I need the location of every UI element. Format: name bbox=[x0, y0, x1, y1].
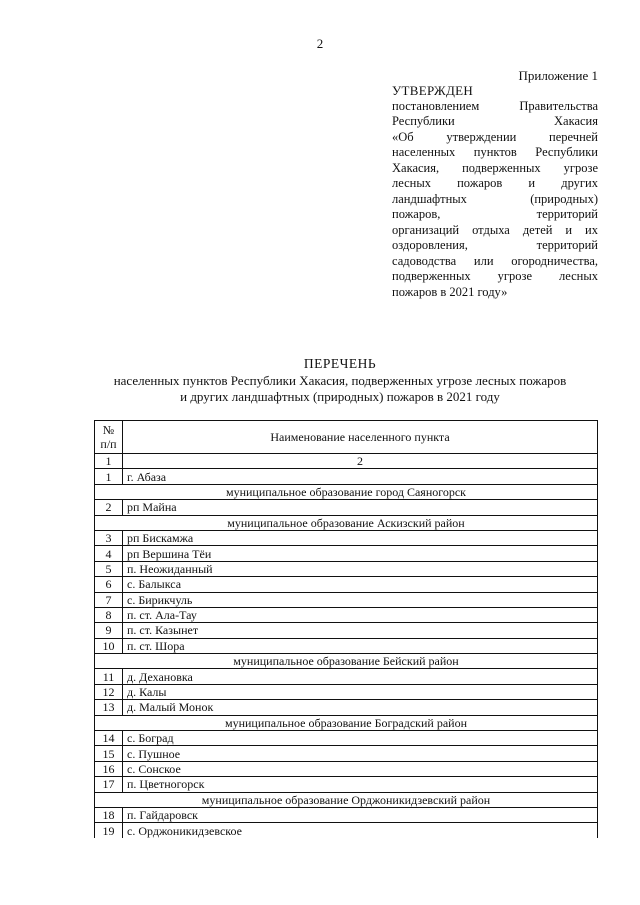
settlement-name: п. Цветногорск bbox=[123, 777, 598, 792]
table-row bbox=[95, 684, 598, 699]
decree-line: постановлением Правительства bbox=[392, 98, 598, 113]
header-number-cell bbox=[95, 421, 123, 454]
approved-heading: УТВЕРЖДЕН bbox=[392, 83, 474, 98]
settlement-name: с. Пушное bbox=[123, 746, 598, 761]
settlement-name: п. Неожиданный bbox=[123, 561, 598, 576]
section-row bbox=[95, 654, 598, 669]
header-number-label: № п/п bbox=[100, 423, 117, 451]
page-number: 2 bbox=[316, 36, 324, 51]
row-number: 4 bbox=[95, 546, 123, 561]
settlement-name: с. Боград bbox=[123, 731, 598, 746]
settlement-name: с. Балыкса bbox=[123, 577, 598, 592]
table-row bbox=[95, 777, 598, 792]
decree-line: оздоровления, территорий bbox=[392, 238, 598, 252]
title-line-1: населенных пунктов Республики Хакасия, подверженных угрозе лесных пожаров bbox=[113, 372, 567, 388]
table-row bbox=[95, 807, 598, 822]
settlement-name: рп Майна bbox=[123, 500, 598, 515]
settlement-name: рп Бискамжа bbox=[123, 530, 598, 545]
row-number: 11 bbox=[95, 669, 123, 684]
table-row bbox=[95, 607, 598, 622]
settlement-name: п. ст. Ала-Тау bbox=[123, 607, 598, 622]
row-number: 16 bbox=[95, 761, 123, 776]
row-number: 7 bbox=[95, 592, 123, 607]
table-row bbox=[95, 577, 598, 592]
decree-line: подверженных угрозе лесных bbox=[392, 269, 598, 283]
settlement-name: д. Малый Монок bbox=[123, 700, 598, 715]
settlements-table bbox=[94, 420, 598, 838]
section-name: муниципальное образование Аскизский район bbox=[95, 515, 598, 530]
table-row bbox=[95, 561, 598, 576]
table-row bbox=[95, 500, 598, 515]
settlement-name: г. Абаза bbox=[123, 469, 598, 484]
row-number: 8 bbox=[95, 607, 123, 622]
column-index-row bbox=[95, 454, 598, 469]
table-row bbox=[95, 638, 598, 653]
header-name-cell: Наименование населенного пункта bbox=[123, 421, 598, 454]
row-number: 19 bbox=[95, 823, 123, 838]
row-number: 3 bbox=[95, 530, 123, 545]
row-number: 9 bbox=[95, 623, 123, 638]
approval-block bbox=[392, 83, 598, 300]
row-number: 6 bbox=[95, 577, 123, 592]
decree-line: ландшафтных (природных) bbox=[392, 191, 598, 206]
settlement-name: с. Бирикчуль bbox=[123, 592, 598, 607]
decree-line: организаций отдыха детей и их bbox=[392, 222, 598, 237]
section-name: муниципальное образование Бейский район bbox=[95, 654, 598, 669]
row-number: 15 bbox=[95, 746, 123, 761]
row-number: 13 bbox=[95, 700, 123, 715]
section-row bbox=[95, 484, 598, 499]
table-row bbox=[95, 761, 598, 776]
settlement-name: рп Вершина Тёи bbox=[123, 546, 598, 561]
row-number: 18 bbox=[95, 807, 123, 822]
row-number: 2 bbox=[95, 500, 123, 515]
table-row bbox=[95, 469, 598, 484]
row-number: 10 bbox=[95, 638, 123, 653]
section-row bbox=[95, 515, 598, 530]
title-line-2: и других ландшафтных (природных) пожаров в 2021 году bbox=[180, 389, 500, 404]
column-index-1: 1 bbox=[95, 454, 123, 469]
table-row bbox=[95, 746, 598, 761]
settlement-name: п. Гайдаровск bbox=[123, 807, 598, 822]
table-row bbox=[95, 669, 598, 684]
decree-text bbox=[392, 99, 598, 301]
settlement-name: с. Сонское bbox=[123, 761, 598, 776]
settlement-name: п. ст. Казынет bbox=[123, 623, 598, 638]
decree-line: пожаров в 2021 году» bbox=[392, 284, 508, 299]
decree-line: населенных пунктов Республики bbox=[392, 145, 598, 159]
section-row bbox=[95, 715, 598, 730]
appendix-label: Приложение 1 bbox=[518, 68, 598, 83]
decree-line: садоводства или огородничества, bbox=[392, 253, 598, 268]
column-index-2: 2 bbox=[123, 454, 598, 469]
settlement-name: п. ст. Шора bbox=[123, 638, 598, 653]
row-number: 14 bbox=[95, 731, 123, 746]
section-name: муниципальное образование город Саяногорск bbox=[95, 484, 598, 499]
table-row bbox=[95, 546, 598, 561]
section-name: муниципальное образование Орджоникидзевский район bbox=[95, 792, 598, 807]
decree-line: лесных пожаров и других bbox=[392, 176, 598, 190]
settlement-name: д. Дехановка bbox=[123, 669, 598, 684]
settlement-name: д. Калы bbox=[123, 684, 598, 699]
row-number: 1 bbox=[95, 469, 123, 484]
row-number: 17 bbox=[95, 777, 123, 792]
table-row bbox=[95, 823, 598, 838]
section-row bbox=[95, 792, 598, 807]
section-name: муниципальное образование Боградский район bbox=[95, 715, 598, 730]
settlement-name: с. Орджоникидзевское bbox=[123, 823, 598, 838]
title-main: ПЕРЕЧЕНЬ bbox=[303, 356, 377, 371]
decree-line: «Об утверждении перечней bbox=[392, 129, 598, 144]
row-number: 12 bbox=[95, 684, 123, 699]
table-row bbox=[95, 731, 598, 746]
table-row bbox=[95, 700, 598, 715]
decree-line: Хакасия, подверженных угрозе bbox=[392, 160, 598, 175]
decree-line: Республики Хакасия bbox=[392, 114, 598, 128]
table-row bbox=[95, 592, 598, 607]
row-number: 5 bbox=[95, 561, 123, 576]
document-title bbox=[0, 356, 640, 406]
table-row bbox=[95, 623, 598, 638]
table-header-row bbox=[95, 421, 598, 454]
table-row bbox=[95, 530, 598, 545]
decree-line: пожаров, территорий bbox=[392, 207, 598, 221]
